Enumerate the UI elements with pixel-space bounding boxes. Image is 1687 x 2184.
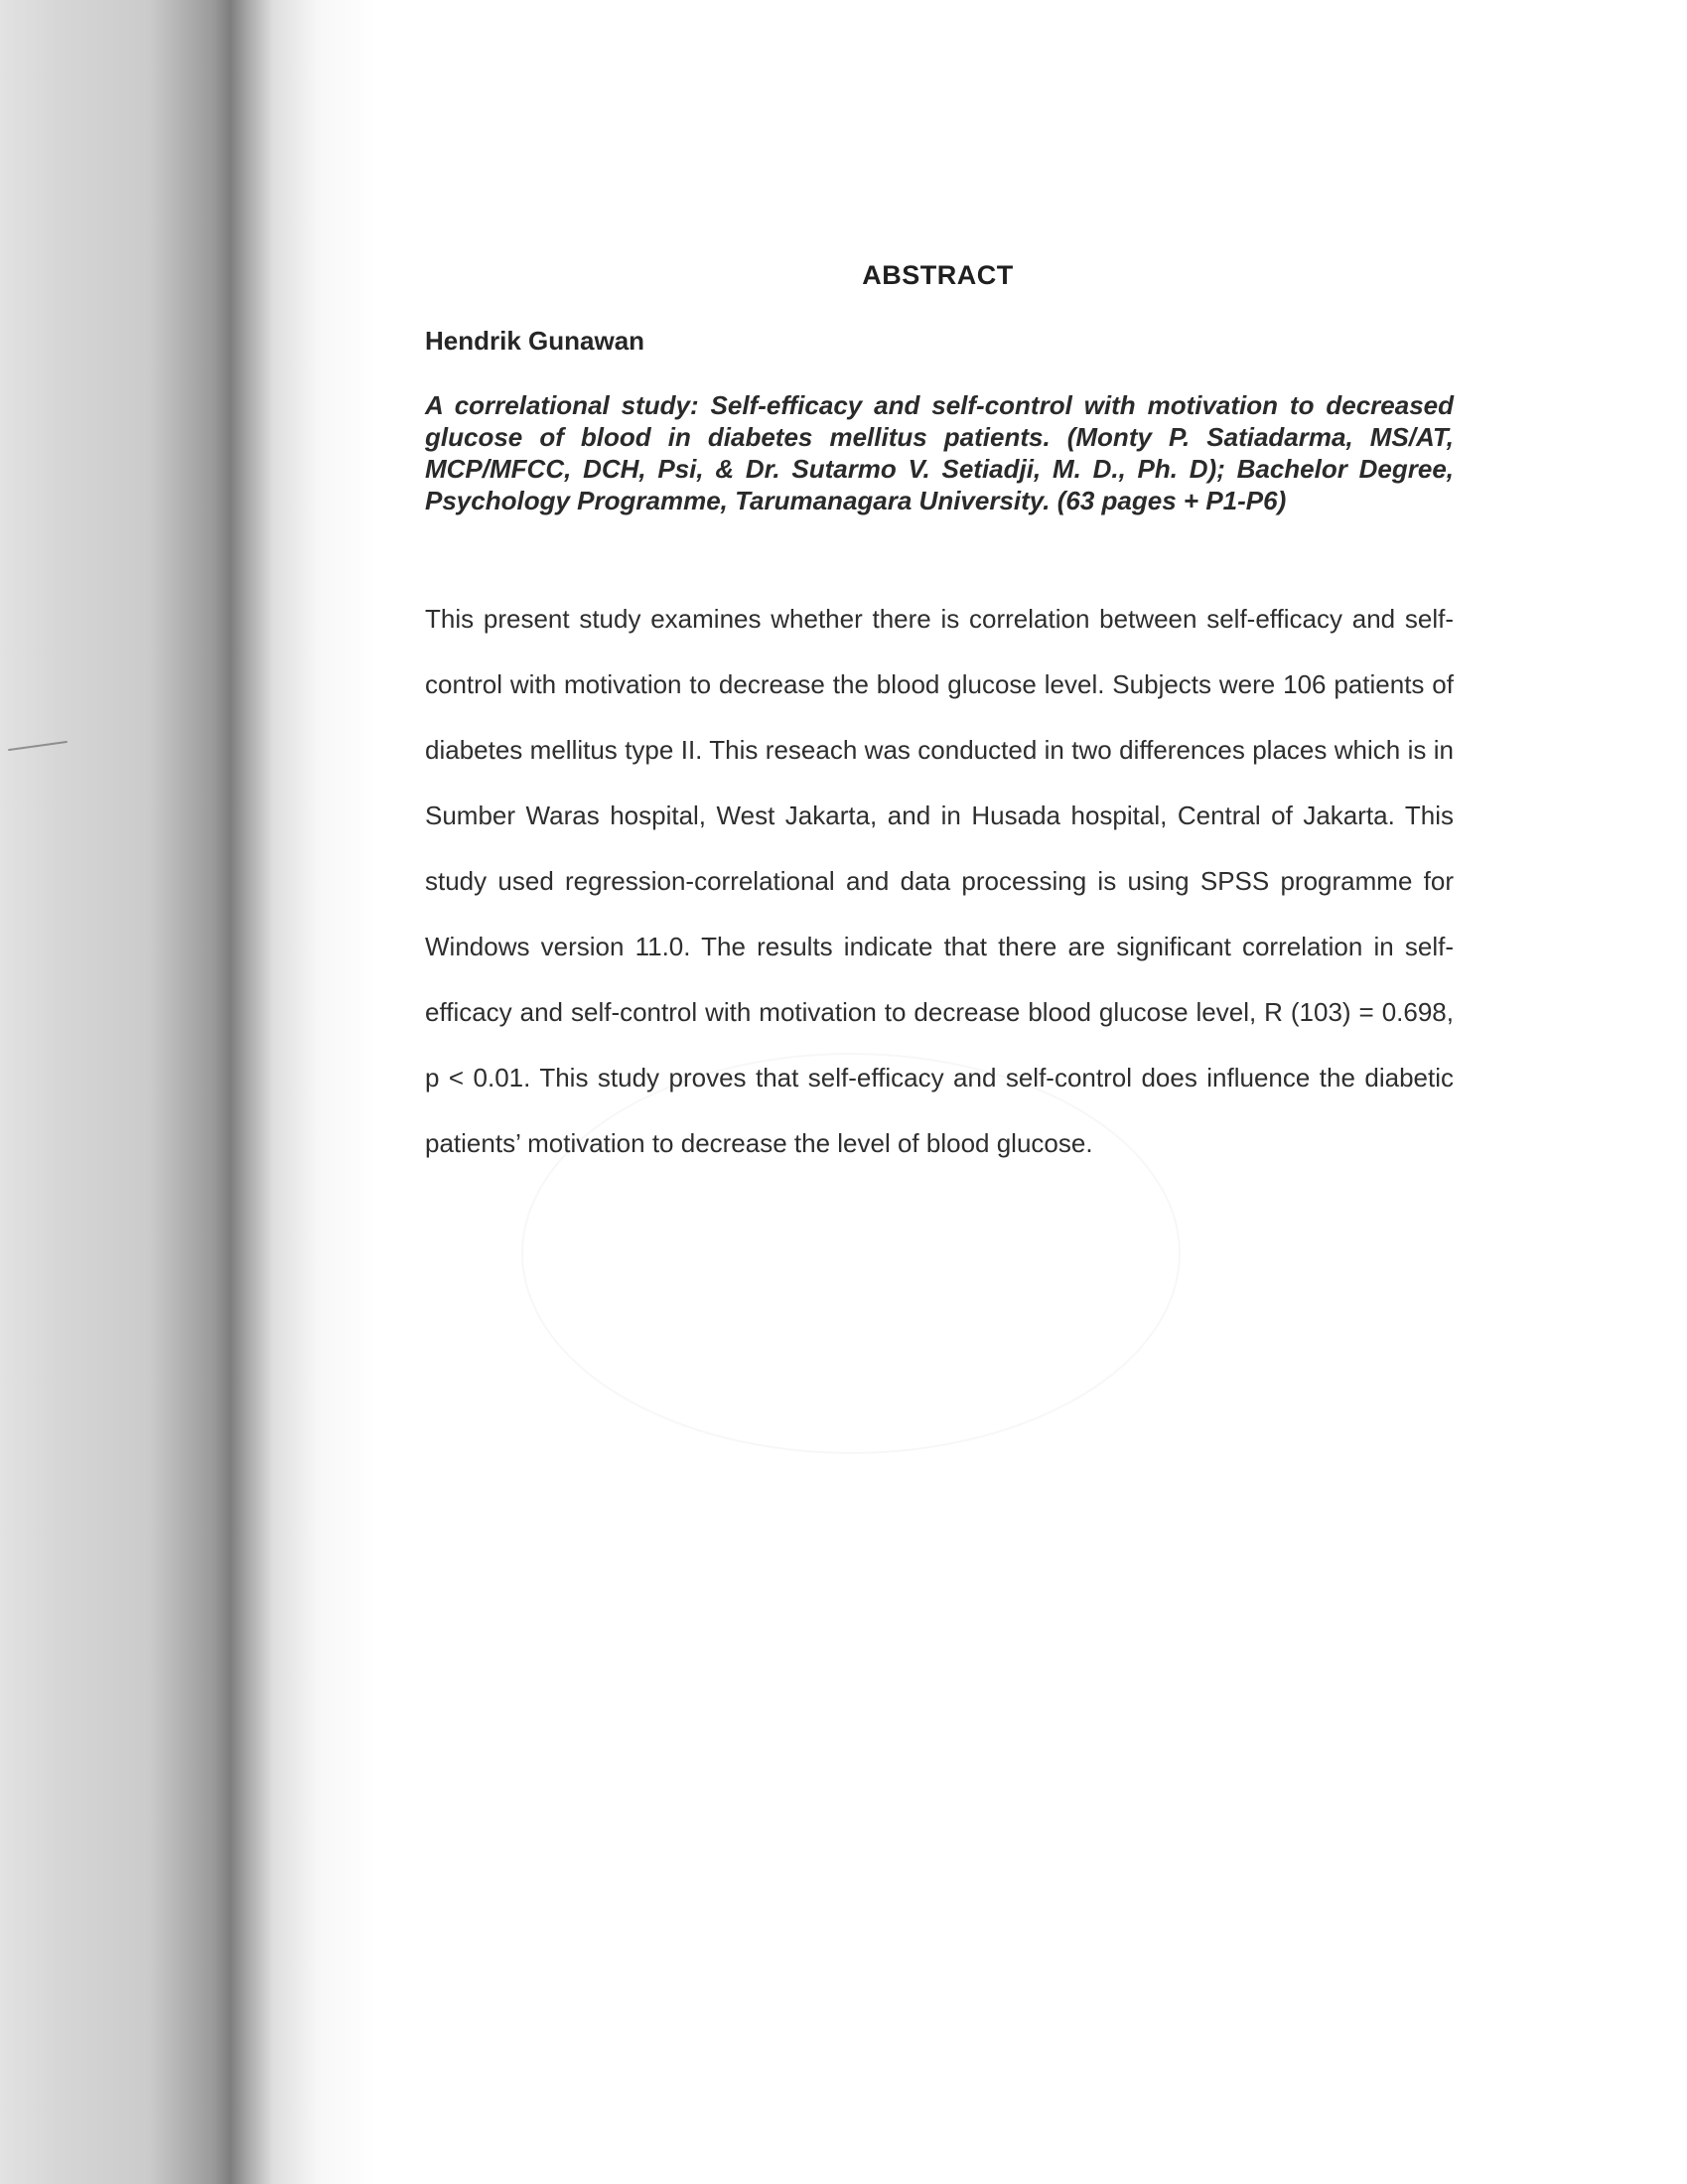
page-title: ABSTRACT <box>862 260 1014 290</box>
scan-mark <box>8 741 68 751</box>
author-name: Hendrik Gunawan <box>425 326 645 356</box>
citation-paragraph: A correlational study: Self-efficacy and self-control with motivation to decreased glucose of blood in diabetes mellitus patients. (Monty P. Satiadarma, MS/AT, MCP/MFCC, DCH, Psi, & Dr. Sutarmo V. Setiadji, M. D., Ph. D); Bachelor Degree, Psychology Programme, Tarumanagara University. (63 pages + P1-P6) <box>425 390 1454 515</box>
abstract-body-paragraph: This present study examines whether there is correlation between self-efficacy and self-control with motivation to decrease the blood glucose level. Subjects were 106 patients of diabetes mellitus type II. This reseach was conducted in two differences places which is in Sumber Waras hospital, West Jakarta, and in Husada hospital, Central of Jakarta. This study used regression-correlational and data processing is using SPSS programme for Windows version 11.0. The results indicate that there are significant correlation in self-efficacy and self-control with motivation to decrease blood glucose level, R (103) = 0.698, p < 0.01. This study proves that self-efficacy and self-control does influence the diabetic patients’ motivation to decrease the level of blood glucose. <box>425 604 1454 1158</box>
